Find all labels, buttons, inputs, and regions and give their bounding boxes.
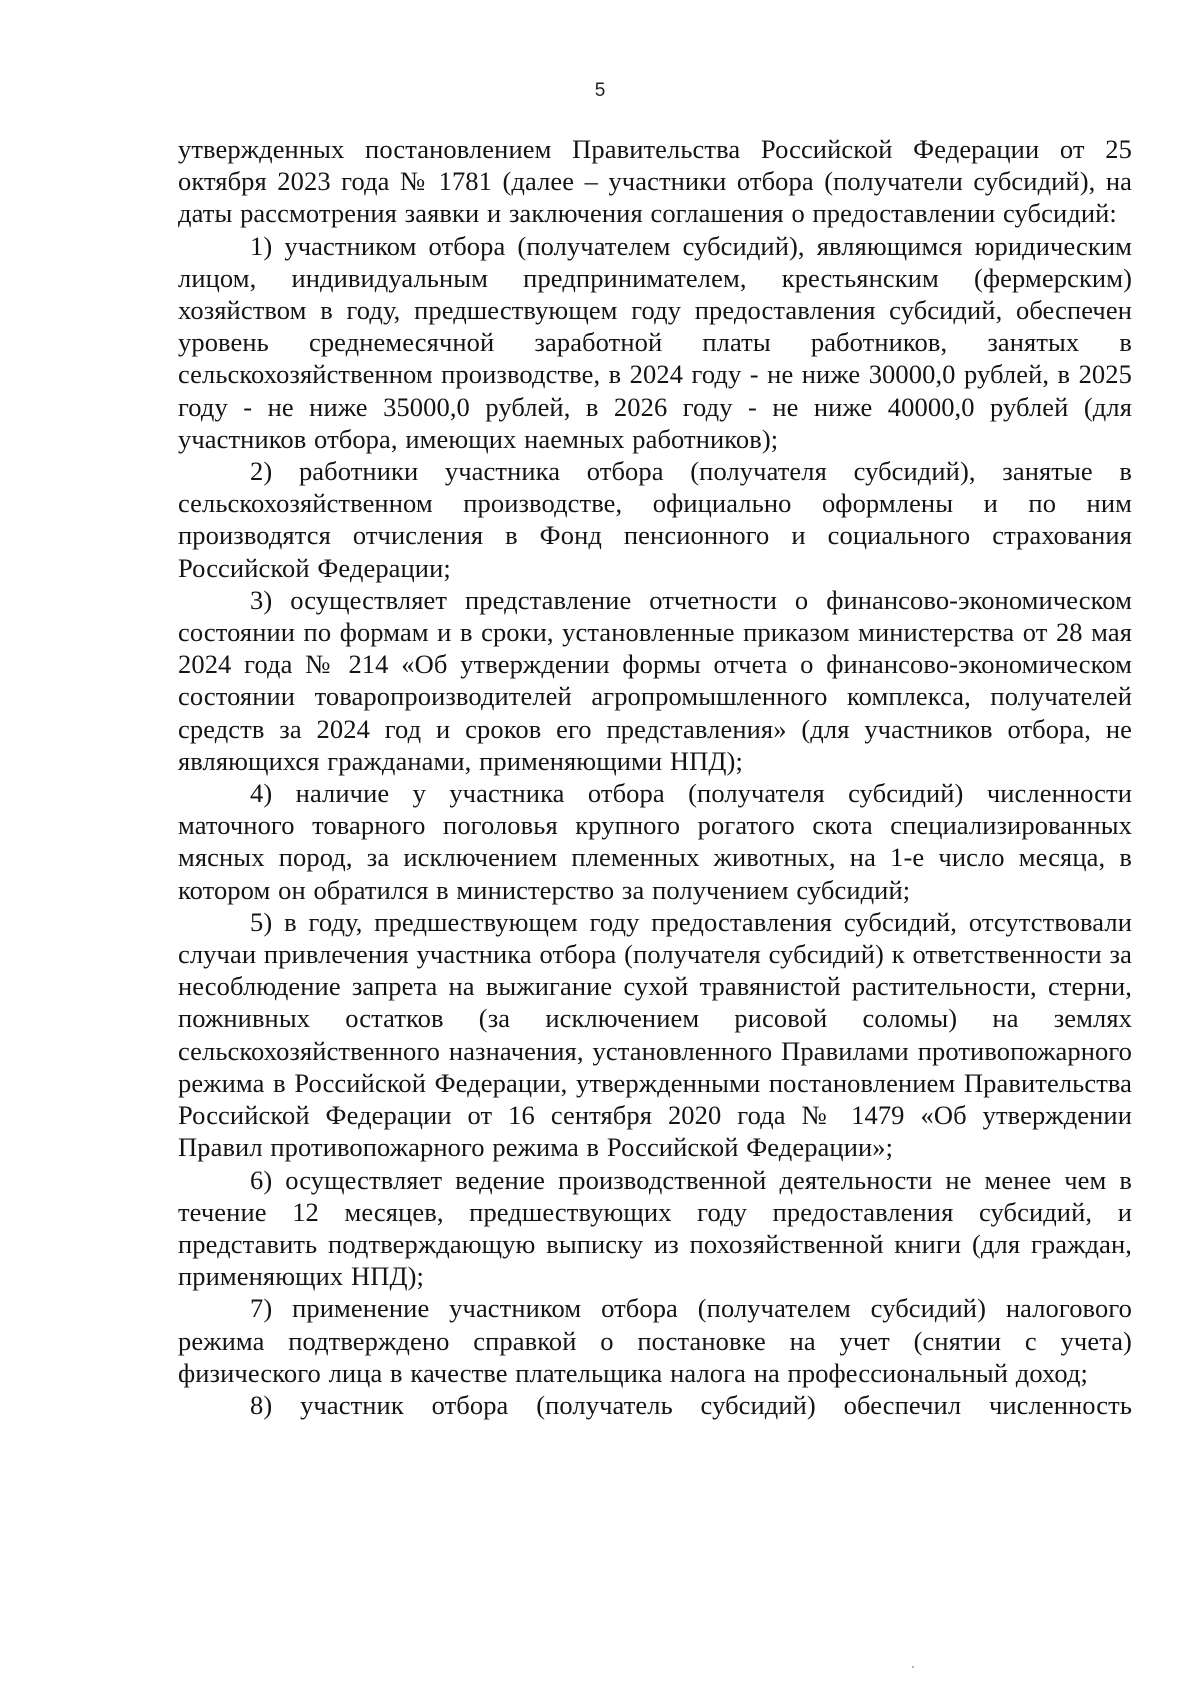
- scan-speck: [912, 1666, 914, 1668]
- paragraph-item-7: 7) применение участником отбора (получателем субсидий) налогового режима подтверждено справкой о постановке на учет (снятии с учета) физического лица в качестве плательщика налога на профессиональный доход;: [178, 1293, 1132, 1388]
- document-body: [178, 133, 1132, 1421]
- paragraph-item-4: 4) наличие у участника отбора (получателя субсидий) численности маточного товарного поголовья крупного рогатого скота специализированных мясных пород, за исключением племенных животных, на 1-е число месяца, в котором он обратился в министерство за получением субсидий;: [178, 778, 1132, 905]
- paragraph-item-5: 5) в году, предшествующем году предоставления субсидий, отсутствовали случаи привлечения участника отбора (получателя субсидий) к ответственности за несоблюдение запрета на выжигание сухой травянистой растительности, стерни, пожнивных остатков (за исключением рисовой соломы) на землях сельскохозяйственного назначения, установленного Правилами противопожарного режима в Российской Федерации, утвержденными постановлением Правительства Российской Федерации от 16 сентября 2020 года № 1479 «Об утверждении Правил противопожарного режима в Российской Федерации»;: [178, 906, 1132, 1163]
- paragraph-continuation: утвержденных постановлением Правительства Российской Федерации от 25 октября 2023 года № 1781 (далее – участники отбора (получатели субсидий), на даты рассмотрения заявки и заключения соглашения о предоставлении субсидий:: [178, 134, 1132, 229]
- page-number: 5: [594, 80, 606, 101]
- paragraph-item-6: 6) осуществляет ведение производственной деятельности не менее чем в течение 12 месяцев, предшествующих году предоставления субсидий, и представить подтверждающую выписку из похозяйственной книги (для граждан, применяющих НПД);: [178, 1164, 1132, 1292]
- paragraph-item-2: 2) работники участника отбора (получателя субсидий), занятые в сельскохозяйственном производстве, официально оформлены и по ним производятся отчисления в Фонд пенсионного и социального страхования Российской Федерации;: [178, 456, 1132, 583]
- paragraph-item-3: 3) осуществляет представление отчетности о финансово-экономическом состоянии по формам и в сроки, установленные приказом министерства от 28 мая 2024 года № 214 «Об утверждении формы отчета о финансово-экономическом состоянии товаропроизводителей агропромышленного комплекса, получателей средств за 2024 год и сроков его представления» (для участников отбора, не являющихся гражданами, применяющими НПД);: [178, 584, 1132, 776]
- paragraph-item-1: 1) участником отбора (получателем субсидий), являющимся юридическим лицом, индивидуальным предпринимателем, крестьянским (фермерским) хозяйством в году, предшествующем году предоставления субсидий, обеспечен уровень среднемесячной заработной платы работников, занятых в сельскохозяйственном производстве, в 2024 году - не ниже 30000,0 рублей, в 2025 году - не ниже 35000,0 рублей, в 2026 году - не ниже 40000,0 рублей (для участников отбора, имеющих наемных работников);: [178, 230, 1132, 454]
- paragraph-item-8: 8) участник отбора (получатель субсидий) обеспечил численность: [250, 1389, 1132, 1420]
